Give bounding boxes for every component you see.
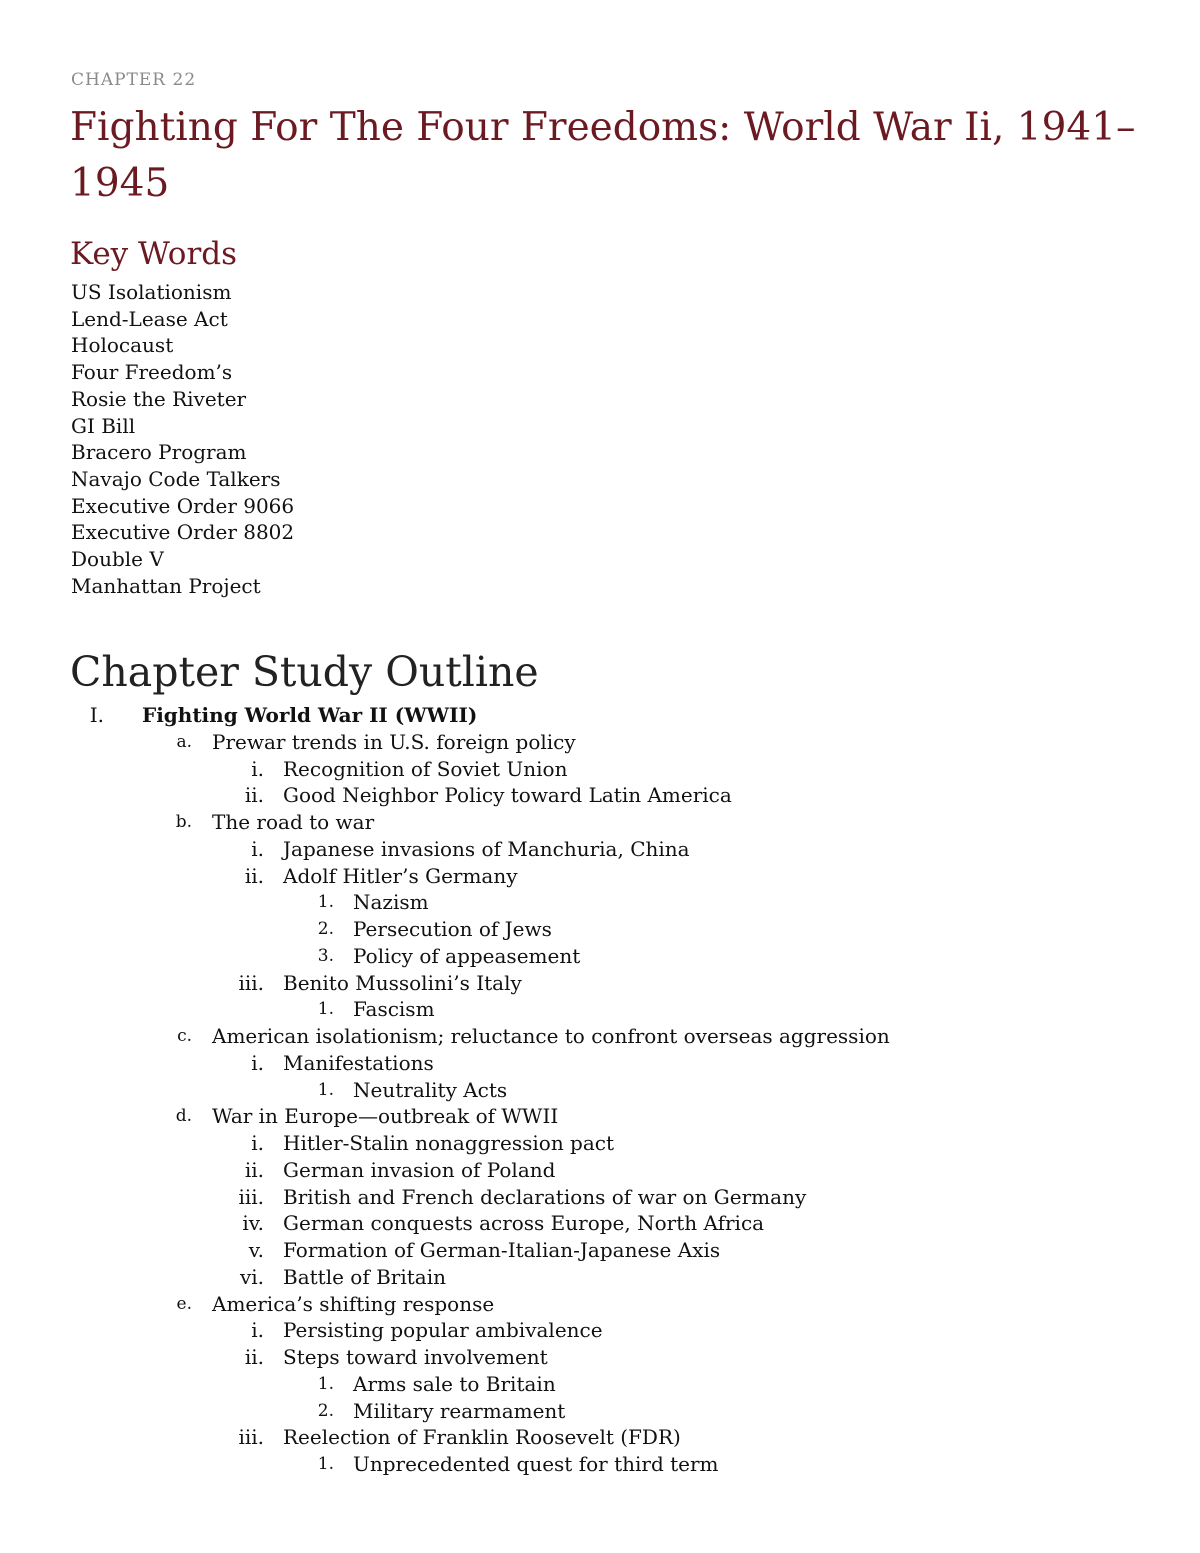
outline-item	[0, 1077, 1200, 1104]
outline-marker: v.	[248, 1238, 264, 1262]
outline-item	[0, 970, 1200, 997]
outline-item	[0, 1451, 1200, 1478]
outline-marker: e.	[176, 1293, 192, 1314]
outline-marker: i.	[251, 1050, 264, 1075]
outline-text: Persisting popular ambivalence	[283, 1318, 603, 1343]
key-word-item: GI Bill	[71, 413, 136, 438]
outline-text: Arms sale to Britain	[353, 1371, 556, 1396]
outline-text: German conquests across Europe, North Africa	[283, 1211, 765, 1236]
outline-item	[0, 863, 1200, 890]
key-words-heading: Key Words	[70, 236, 238, 272]
outline-item	[0, 782, 1200, 809]
outline-marker: i.	[251, 1131, 264, 1155]
page-title: Fighting For The Four Freedoms: World War Ii, 1941–1945	[70, 105, 1136, 206]
outline-marker: iv.	[242, 1211, 264, 1236]
outline-text: British and French declarations of war on Germany	[283, 1184, 807, 1209]
outline-text: Unprecedented quest for third term	[353, 1452, 719, 1476]
outline-item	[0, 1157, 1200, 1184]
outline-text: German invasion of Poland	[283, 1157, 556, 1182]
key-word-item: Executive Order 9066	[71, 493, 295, 518]
outline-text: Japanese invasions of Manchuria, China	[283, 836, 690, 861]
outline-text: Battle of Britain	[283, 1264, 446, 1289]
outline-text: Benito Mussolini’s Italy	[283, 970, 522, 995]
outline-marker: a.	[176, 731, 192, 752]
key-word-item: Lend-Lease Act	[71, 306, 228, 331]
outline-text: Military rearmament	[353, 1398, 566, 1423]
outline-item	[0, 729, 1200, 756]
chapter-label: CHAPTER 22	[71, 70, 197, 90]
outline-text: Good Neighbor Policy toward Latin America	[283, 783, 732, 808]
outline-text: Persecution of Jews	[353, 917, 552, 941]
outline-text: Prewar trends in U.S. foreign policy	[212, 729, 576, 754]
outline-marker: c.	[177, 1026, 192, 1046]
outline-item	[0, 1130, 1200, 1157]
outline-heading: Chapter Study Outline	[70, 648, 539, 696]
outline-item	[0, 1184, 1200, 1211]
outline-marker: ii.	[244, 1345, 264, 1369]
outline-marker: i.	[251, 756, 264, 781]
outline-marker: ii.	[244, 783, 264, 808]
outline-marker: 2.	[317, 919, 334, 939]
outline-marker: 1.	[317, 1079, 334, 1100]
key-word-item: US Isolationism	[71, 280, 232, 304]
outline-text: Recognition of Soviet Union	[283, 756, 568, 781]
outline-item	[0, 809, 1200, 836]
outline-marker: 2.	[317, 1400, 334, 1421]
key-word-item: Double V	[71, 547, 164, 572]
outline-text: Hitler-Stalin nonaggression pact	[283, 1131, 615, 1155]
outline-item	[0, 1103, 1200, 1130]
outline-marker: vi.	[239, 1264, 264, 1289]
outline-text: Neutrality Acts	[353, 1077, 508, 1102]
outline-text: Fighting World War II (WWII)	[142, 703, 478, 727]
outline-item	[0, 1344, 1200, 1371]
outline-text: Nazism	[353, 890, 429, 915]
outline-text: Manifestations	[283, 1050, 434, 1075]
outline-item	[0, 1264, 1200, 1291]
outline-marker: iii.	[238, 1184, 264, 1209]
outline-item	[0, 1210, 1200, 1237]
outline-text: Fascism	[353, 997, 435, 1022]
outline-text: Policy of appeasement	[353, 943, 581, 968]
key-word-item: Executive Order 8802	[71, 520, 295, 545]
outline-marker: 1.	[317, 1373, 334, 1394]
outline-text: Formation of German-Italian-Japanese Axis	[283, 1238, 721, 1262]
outline-marker: I.	[89, 703, 104, 727]
outline-item	[0, 702, 1200, 729]
study-outline	[0, 702, 1200, 1478]
outline-marker: i.	[251, 836, 264, 861]
outline-text: American isolationism; reluctance to confront overseas aggression	[212, 1024, 890, 1048]
key-word-item: Holocaust	[71, 333, 174, 358]
outline-item	[0, 1050, 1200, 1077]
outline-marker: iii.	[238, 970, 264, 995]
key-word-item: Manhattan Project	[71, 573, 261, 598]
outline-marker: 1.	[317, 999, 334, 1020]
outline-item	[0, 836, 1200, 863]
outline-item	[0, 1371, 1200, 1398]
outline-item	[0, 1398, 1200, 1425]
outline-marker: iii.	[238, 1425, 264, 1450]
outline-item	[0, 1291, 1200, 1318]
key-word-item: Bracero Program	[71, 440, 247, 465]
outline-marker: 3.	[317, 945, 334, 966]
outline-item	[0, 756, 1200, 783]
outline-item	[0, 889, 1200, 916]
outline-text: Adolf Hitler’s Germany	[283, 863, 518, 888]
outline-text: War in Europe—outbreak of WWII	[212, 1104, 559, 1129]
outline-item	[0, 1317, 1200, 1344]
outline-text: Reelection of Franklin Roosevelt (FDR)	[283, 1425, 681, 1450]
outline-marker: 1.	[317, 1454, 334, 1474]
outline-item	[0, 996, 1200, 1023]
key-words-list	[71, 279, 294, 599]
outline-text: America’s shifting response	[212, 1291, 495, 1316]
outline-text: The road to war	[212, 810, 375, 834]
outline-marker: b.	[175, 812, 192, 832]
outline-marker: i.	[251, 1318, 264, 1343]
outline-item	[0, 943, 1200, 970]
outline-item	[0, 1424, 1200, 1451]
outline-item	[0, 1237, 1200, 1264]
outline-item	[0, 916, 1200, 943]
outline-item	[0, 1023, 1200, 1050]
outline-marker: ii.	[244, 1157, 264, 1182]
outline-marker: ii.	[244, 863, 264, 888]
outline-marker: d.	[175, 1106, 192, 1127]
key-word-item: Rosie the Riveter	[71, 386, 247, 411]
outline-text: Steps toward involvement	[283, 1345, 548, 1369]
outline-marker: 1.	[317, 892, 334, 913]
key-word-item: Four Freedom’s	[71, 360, 233, 385]
key-word-item: Navajo Code Talkers	[71, 466, 281, 491]
